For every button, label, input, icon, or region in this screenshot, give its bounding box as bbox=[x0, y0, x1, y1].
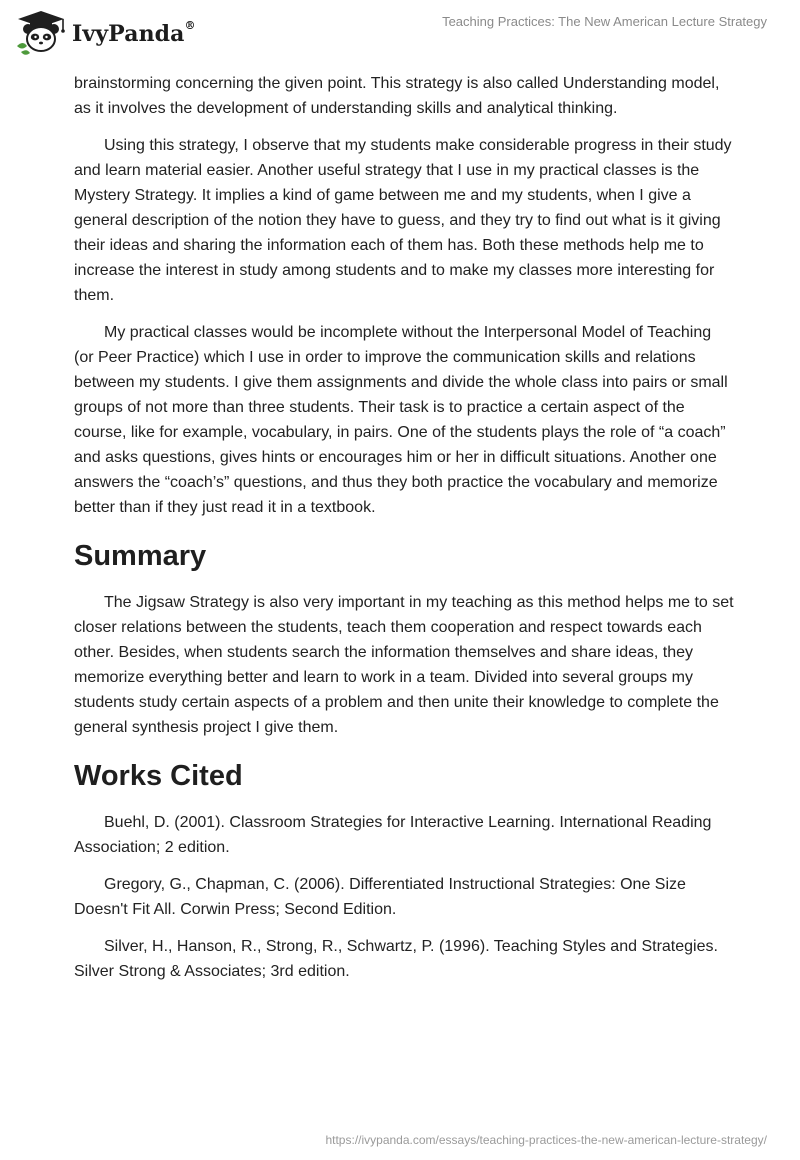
brand-name: IvyPanda® bbox=[72, 19, 196, 47]
citation-item: Silver, H., Hanson, R., Strong, R., Schwartz, P. (1996). Teaching Styles and Strategies. Silver Strong & Associates; 3rd edition. bbox=[74, 938, 718, 980]
summary-paragraph: The Jigsaw Strategy is also very important in my teaching as this method helps me to set closer relations between the students, teach them cooperation and respect towards each other. Besides, when students search the information themselves and share ideas, they memorize everything better and learn to work in a team. Divided into several groups my students study certain aspects of a problem and then unite their knowledge to complete the general synthesis project I give them. bbox=[74, 594, 734, 736]
ivypanda-logo[interactable] bbox=[14, 8, 196, 58]
paragraph-peer-practice: My practical classes would be incomplete without the Interpersonal Model of Teaching (or Peer Practice) which I use in order to improve the communication skills and relations between my students. I give them assignments and divide the whole class into pairs or small groups of not more than three students. Their task is to practice a certain aspect of the course, like for example, vocabulary, in pairs. One of the students plays the role of “a coach” and asks questions, gives hints or encourages him or her in difficult situations. Another one answers the “coach’s” questions, and thus they both practice the vocabulary and memorize better than if they just read it in a textbook. bbox=[74, 324, 728, 516]
panda-graduation-cap-icon bbox=[14, 8, 68, 58]
paragraph-continuation: brainstorming concerning the given point. This strategy is also called Understanding model, as it involves the development of understanding skills and analytical thinking. bbox=[74, 75, 720, 117]
citation-item: Buehl, D. (2001). Classroom Strategies for Interactive Learning. International Reading Association; 2 edition. bbox=[74, 814, 712, 856]
document-title: Teaching Practices: The New American Lecture Strategy bbox=[442, 14, 767, 29]
essay-content bbox=[74, 71, 734, 996]
citation-item: Gregory, G., Chapman, C. (2006). Differentiated Instructional Strategies: One Size Doesn't Fit All. Corwin Press; Second Edition. bbox=[74, 876, 686, 918]
source-url[interactable]: https://ivypanda.com/essays/teaching-practices-the-new-american-lecture-strategy/ bbox=[325, 1133, 767, 1147]
registered-mark: ® bbox=[184, 19, 196, 32]
works-cited-heading: Works Cited bbox=[74, 760, 243, 792]
summary-heading: Summary bbox=[74, 540, 207, 572]
paragraph-mystery-strategy: Using this strategy, I observe that my students make considerable progress in their study and learn material easier. Another useful strategy that I use in my practical classes is the Mystery Strategy. It implies a kind of game between me and my students, when I give a general description of the notion they have to guess, and they try to find out what is it giving their ideas and sharing the information each of them has. Both these methods help me to increase the interest in study among students and to make my classes more interesting for them. bbox=[74, 137, 732, 304]
page-header bbox=[0, 0, 800, 64]
